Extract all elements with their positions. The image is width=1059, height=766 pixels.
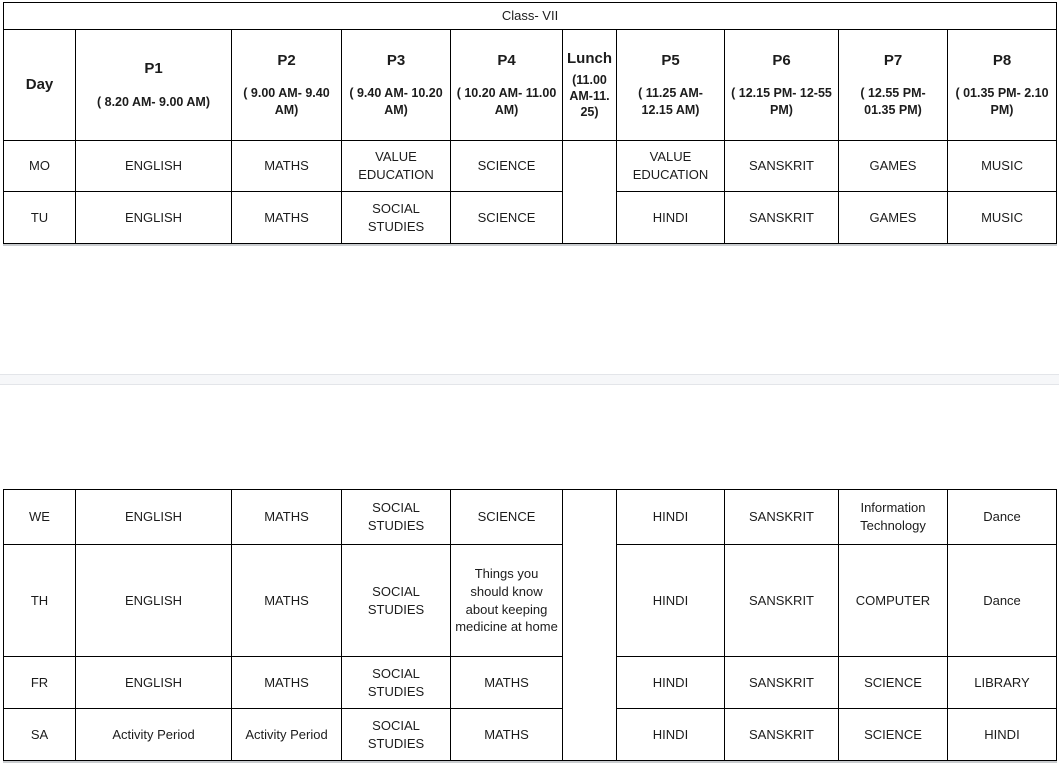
- period-label: Lunch: [567, 49, 612, 67]
- cell-we-p6: SANSKRIT: [725, 490, 839, 545]
- period-label: P8: [992, 52, 1012, 69]
- header-row: [4, 30, 1057, 141]
- lunch-cell-page1: [563, 141, 617, 244]
- row-th: [4, 545, 1057, 657]
- header-p5: [617, 30, 725, 141]
- header-lunch: [563, 30, 617, 141]
- cell-tu-p2: MATHS: [232, 192, 342, 244]
- cell-mo-p3: VALUE EDUCATION: [342, 141, 451, 192]
- cell-th-p7: COMPUTER: [839, 545, 948, 657]
- cell-sa-p3: SOCIAL STUDIES: [342, 709, 451, 761]
- header-p6: [725, 30, 839, 141]
- header-p1: [76, 30, 232, 141]
- cell-th-p5: HINDI: [617, 545, 725, 657]
- header-p4: [451, 30, 563, 141]
- cell-we-p5: HINDI: [617, 490, 725, 545]
- cell-fr-p4: MATHS: [451, 657, 563, 709]
- cell-mo-p7: GAMES: [839, 141, 948, 192]
- cell-fr-p3: SOCIAL STUDIES: [342, 657, 451, 709]
- period-time: ( 9.40 AM- 10.20 AM): [349, 86, 443, 118]
- cell-fr-p8: LIBRARY: [948, 657, 1057, 709]
- cell-mo-p8: MUSIC: [948, 141, 1057, 192]
- timetable-page2: [3, 489, 1057, 761]
- period-time: ( 10.20 AM- 11.00 AM): [456, 86, 557, 118]
- header-p7: [839, 30, 948, 141]
- cell-mo-p5: VALUE EDUCATION: [617, 141, 725, 192]
- cell-th-p2: MATHS: [232, 545, 342, 657]
- period-time: (11.00 AM-11.25): [569, 72, 610, 119]
- cell-mo-p6: SANSKRIT: [725, 141, 839, 192]
- cell-th-p8: Dance: [948, 545, 1057, 657]
- class-title-row: [4, 3, 1057, 30]
- cell-we-p8: Dance: [948, 490, 1057, 545]
- cell-tu-p1: ENGLISH: [76, 192, 232, 244]
- cell-th-p3: SOCIAL STUDIES: [342, 545, 451, 657]
- cell-fr-day: FR: [4, 657, 76, 709]
- cell-fr-p2: MATHS: [232, 657, 342, 709]
- cell-we-p4: SCIENCE: [451, 490, 563, 545]
- cell-fr-p7: SCIENCE: [839, 657, 948, 709]
- cell-sa-p2: Activity Period: [232, 709, 342, 761]
- period-label: P5: [661, 52, 680, 69]
- cell-fr-p5: HINDI: [617, 657, 725, 709]
- period-label: P7: [883, 52, 903, 69]
- period-time: ( 12.55 PM- 01.35 PM): [860, 86, 926, 118]
- row-mo: [4, 141, 1057, 192]
- header-p8: [948, 30, 1057, 141]
- lunch-cell-page2: [563, 490, 617, 761]
- cell-we-p2: MATHS: [232, 490, 342, 545]
- period-label: P2: [277, 52, 296, 69]
- cell-tu-p4: SCIENCE: [451, 192, 563, 244]
- cell-fr-p1: ENGLISH: [76, 657, 232, 709]
- cell-mo-p2: MATHS: [232, 141, 342, 192]
- period-time: ( 9.00 AM- 9.40 AM): [243, 86, 330, 118]
- cell-th-p6: SANSKRIT: [725, 545, 839, 657]
- cell-sa-p5: HINDI: [617, 709, 725, 761]
- cell-we-p3: SOCIAL STUDIES: [342, 490, 451, 545]
- period-time: ( 12.15 PM- 12-55 PM): [731, 86, 832, 118]
- cell-mo-p4: SCIENCE: [451, 141, 563, 192]
- header-day: [4, 30, 76, 141]
- period-time: ( 11.25 AM- 12.15 AM): [638, 86, 703, 118]
- cell-tu-p8: MUSIC: [948, 192, 1057, 244]
- cell-tu-p7: GAMES: [839, 192, 948, 244]
- row-fr: [4, 657, 1057, 709]
- cell-sa-day: SA: [4, 709, 76, 761]
- cell-sa-p7: SCIENCE: [839, 709, 948, 761]
- cell-tu-day: TU: [4, 192, 76, 244]
- period-time: ( 01.35 PM- 2.10 PM): [955, 86, 1049, 118]
- period-label: P4: [497, 52, 516, 69]
- cell-sa-p1: Activity Period: [76, 709, 232, 761]
- row-tu: [4, 192, 1057, 244]
- cell-th-day: TH: [4, 545, 76, 657]
- cell-sa-p6: SANSKRIT: [725, 709, 839, 761]
- period-time: ( 8.20 AM- 9.00 AM): [97, 94, 210, 109]
- cell-mo-p1: ENGLISH: [76, 141, 232, 192]
- period-label: P1: [144, 60, 163, 78]
- timetable-page1: [3, 2, 1057, 244]
- header-p3: [342, 30, 451, 141]
- cell-th-p1: ENGLISH: [76, 545, 232, 657]
- period-label: P6: [772, 52, 791, 69]
- cell-tu-p6: SANSKRIT: [725, 192, 839, 244]
- cell-th-p4: Things you should know about keeping medicine at home: [451, 545, 563, 657]
- class-title: Class- VII: [4, 3, 1057, 30]
- cell-we-day: WE: [4, 490, 76, 545]
- cell-we-p1: ENGLISH: [76, 490, 232, 545]
- page-break-separator: [0, 374, 1059, 385]
- cell-sa-p4: MATHS: [451, 709, 563, 761]
- cell-tu-p5: HINDI: [617, 192, 725, 244]
- cell-tu-p3: SOCIAL STUDIES: [342, 192, 451, 244]
- cell-fr-p6: SANSKRIT: [725, 657, 839, 709]
- cell-we-p7: Information Technology: [839, 490, 948, 545]
- period-label: P3: [386, 52, 406, 69]
- row-we: [4, 490, 1057, 545]
- cell-mo-day: MO: [4, 141, 76, 192]
- header-p2: [232, 30, 342, 141]
- day-label: Day: [25, 75, 54, 93]
- cell-sa-p8: HINDI: [948, 709, 1057, 761]
- row-sa: [4, 709, 1057, 761]
